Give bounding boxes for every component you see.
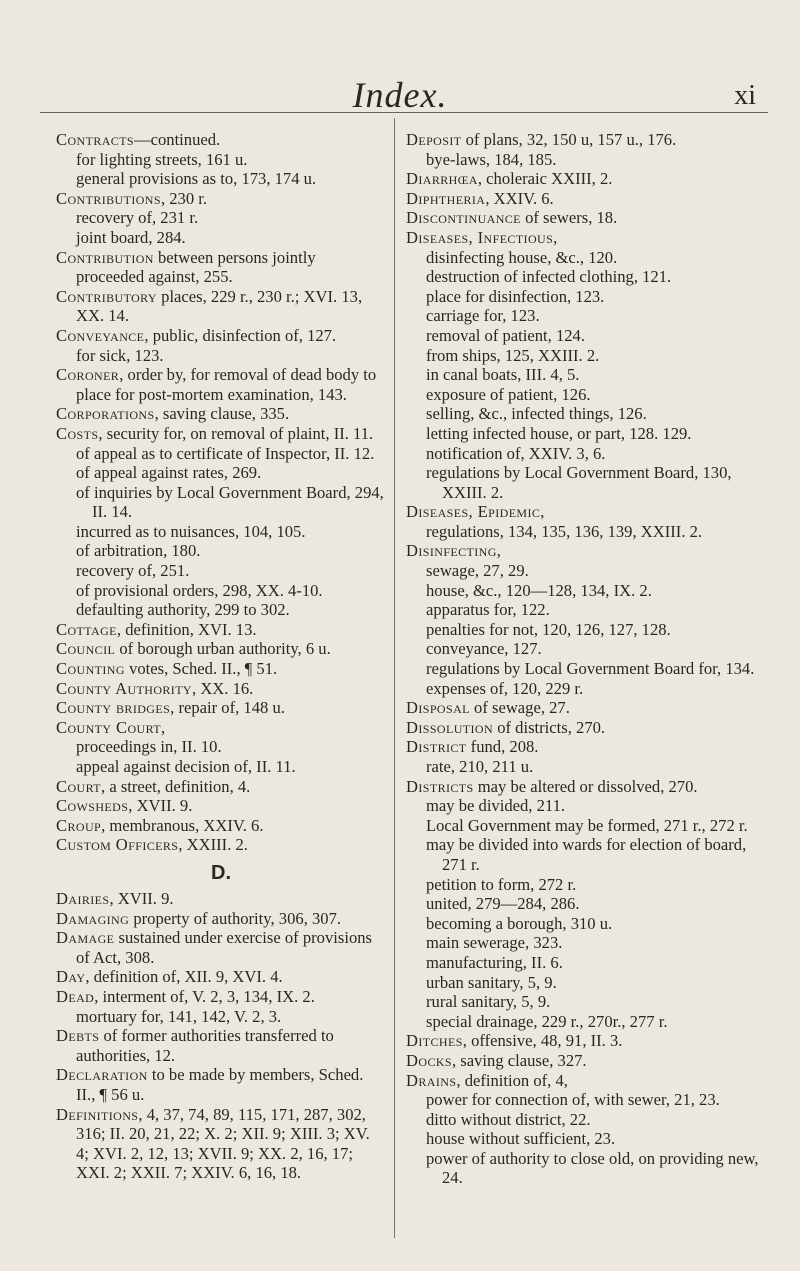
column-divider [394,118,395,1238]
index-subentry [406,659,771,679]
index-references: may be altered or dissolved, 270. [473,776,698,796]
index-heading-entry [56,365,386,404]
index-subentry [56,1007,386,1027]
index-heading-entry [56,130,386,150]
index-references: regulations, 134, 135, 136, 139, XXIII. 2. [426,521,703,541]
index-references: , 4, 37, 74, 89, 115, 171, 287, 302, 316; II. 20, 21, 22; X. 2; XII. 9; XIII. 3; XV. 4; XVI. 2, 12, 13; XVII. 9; XX. 2, 16, 17; XXI. 2; XXII. 7; XXIV. 6, 16, 18. [76,1104,370,1183]
index-term: Dairies [56,888,110,908]
index-subentry [56,737,386,757]
index-heading-entry [406,1031,771,1051]
index-subentry [406,346,771,366]
index-references: of arbitration, 180. [76,541,201,561]
index-references: from ships, 125, XXIII. 2. [426,345,600,365]
index-heading-entry [406,208,771,228]
index-references: , [496,541,501,561]
index-subentry [56,169,386,189]
index-term: Contributory [56,286,157,306]
index-term: County Authority [56,678,193,698]
index-references: rural sanitary, 5, 9. [426,992,551,1012]
index-term: Damaging [56,908,130,928]
index-references: defaulting authority, 299 to 302. [76,600,290,620]
index-subentry [406,1012,771,1032]
index-subentry [406,914,771,934]
index-subentry [406,267,771,287]
index-heading-entry [56,1026,386,1065]
index-term: Cottage [56,619,117,639]
index-references: , definition of, 4, [456,1070,568,1090]
index-references: of plans, 32, 150 u, 157 u., 176. [461,130,677,149]
index-term: Contributions [56,188,161,208]
index-references: , offensive, 48, 91, II. 3. [462,1031,623,1051]
index-references: of borough urban authority, 6 u. [115,639,331,659]
index-references: house, &c., 120—128, 134, IX. 2. [426,580,652,600]
index-heading-entry [56,620,386,640]
index-term: Damage [56,928,115,948]
index-subentry [406,757,771,777]
index-references: of sewers, 18. [520,208,618,228]
index-references: petition to form, 272 r. [426,874,577,894]
index-term: Debts [56,1026,100,1046]
index-heading-entry [56,835,386,855]
index-references: exposure of patient, 126. [426,384,591,404]
index-term: Districts [406,776,474,796]
index-references: house without sufficient, 23. [426,1129,616,1149]
index-term: Coroner [56,365,120,385]
index-heading-entry [56,987,386,1007]
index-references: bye-laws, 184, 185. [426,149,557,169]
index-term: Council [56,639,116,659]
index-references: for lighting streets, 161 u. [76,149,248,169]
index-subentry [56,541,386,561]
index-subentry [406,992,771,1012]
index-term: Definitions [56,1104,139,1124]
index-references: places, 229 r., 230 r.; XVI. 13, XX. 14. [76,286,363,326]
index-heading-entry [56,796,386,816]
index-subentry [406,1110,771,1130]
index-references: , [540,502,545,522]
index-references: , a street, definition, 4. [101,776,251,796]
index-term: Custom Officers [56,835,179,855]
index-references: of appeal as to certificate of Inspector, II. 12. [76,443,375,463]
index-subentry [406,561,771,581]
index-heading-entry [56,659,386,679]
index-term: Court [56,776,102,796]
index-references: manufacturing, II. 6. [426,952,563,972]
index-heading-entry [406,189,771,209]
index-subentry [406,835,771,874]
index-references: , XVII. 9. [128,796,193,816]
index-heading-entry [56,287,386,326]
index-heading-entry [56,679,386,699]
index-references: between persons jointly proceeded against, 255. [76,247,316,287]
index-subentry [56,208,386,228]
index-term: Croup [56,815,102,835]
index-term: Diseases, Infectious [406,227,554,247]
index-term: Diphtheria [406,188,486,208]
index-subentry [406,620,771,640]
index-heading-entry [56,1105,386,1183]
index-heading-entry [406,718,771,738]
index-subentry [56,483,386,522]
index-subentry [406,1129,771,1149]
index-references: , definition, XVI. 13. [116,619,257,639]
index-term: Disinfecting [406,541,497,561]
index-heading-entry [406,502,771,522]
index-references: , security for, on removal of plaint, II. 11. [98,423,374,443]
index-references: apparatus for, 122. [426,600,550,620]
index-subentry [406,287,771,307]
index-references: destruction of infected clothing, 121. [426,267,672,287]
section-letter: D. [211,861,231,884]
index-subentry [406,1090,771,1110]
index-subentry [406,600,771,620]
index-references: , XXIV. 6. [485,188,554,208]
index-subentry [406,444,771,464]
index-references: recovery of, 231 r. [76,208,199,228]
index-references: , saving clause, 327. [452,1050,587,1070]
index-subentry [406,326,771,346]
index-subentry [406,150,771,170]
index-subentry [406,248,771,268]
index-subentry [56,444,386,464]
index-references: carriage for, 123. [426,306,540,326]
index-heading-entry [56,404,386,424]
index-term: Ditches [406,1031,463,1051]
index-subentry [56,463,386,483]
index-subentry [406,973,771,993]
index-term: Day [56,967,86,987]
index-term: County bridges [56,698,171,718]
page-title: Index. [352,75,448,115]
index-term: Costs [56,423,99,443]
index-subentry [406,385,771,405]
index-references: proceedings in, II. 10. [76,737,222,757]
index-references: main sewerage, 323. [426,933,563,953]
index-subentry [56,757,386,777]
index-references: , [553,227,558,247]
index-references: letting infected house, or part, 128. 129. [426,423,692,443]
index-term: Contribution [56,247,154,267]
index-heading-entry [406,777,771,797]
index-references: —continued. [134,130,221,149]
index-heading-entry [56,248,386,287]
index-references: fund, 208. [466,737,539,757]
index-references: of former authorities transferred to authorities, 12. [76,1026,334,1065]
index-references: united, 279—284, 286. [426,894,580,914]
index-references: , interment of, V. 2, 3, 134, IX. 2. [94,986,315,1006]
index-subentry [56,150,386,170]
index-term: Drains [406,1070,457,1090]
index-term: Dead [56,986,95,1006]
index-heading-entry [56,1065,386,1104]
index-term: District [406,737,467,757]
index-references: special drainage, 229 r., 270r., 277 r. [426,1011,668,1031]
index-references: Local Government may be formed, 271 r., 272 r. [426,815,748,835]
index-references: , order by, for removal of dead body to place for post-mortem examination, 143. [76,365,377,404]
index-subentry [406,581,771,601]
index-subentry [406,953,771,973]
index-subentry [56,228,386,248]
index-references: urban sanitary, 5, 9. [426,972,557,992]
index-heading-entry [56,816,386,836]
index-term: County Court [56,717,162,737]
index-subentry [56,600,386,620]
index-references: of provisional orders, 298, XX. 4-10. [76,580,323,600]
index-references: , definition of, XII. 9, XVI. 4. [85,967,283,987]
index-subentry [56,522,386,542]
index-references: general provisions as to, 173, 174 u. [76,169,317,189]
index-term: Corporations [56,404,155,424]
index-references: recovery of, 251. [76,561,190,581]
index-references: may be divided into wards for election of board, 271 r. [426,835,747,874]
index-references: mortuary for, 141, 142, V. 2, 3. [76,1006,282,1026]
index-references: becoming a borough, 310 u. [426,913,613,933]
index-subentry [406,894,771,914]
index-term: Counting [56,659,125,679]
index-heading-entry [56,639,386,659]
index-references: , 230 r. [160,188,208,208]
index-subentry [406,463,771,502]
index-subentry [406,796,771,816]
index-references: notification of, XXIV. 3, 6. [426,443,606,463]
index-references: conveyance, 127. [426,639,542,659]
index-references: votes, Sched. II., ¶ 51. [124,659,278,679]
index-subentry [406,404,771,424]
index-heading-entry [406,130,771,150]
index-heading-entry [56,928,386,967]
index-subentry [406,424,771,444]
index-term: Conveyance [56,325,145,345]
index-heading-entry [406,737,771,757]
index-term: Declaration [56,1065,148,1085]
index-heading-entry [406,228,771,248]
index-references: , repair of, 148 u. [170,698,285,718]
index-references: penalties for not, 120, 126, 127, 128. [426,619,671,639]
index-references: property of authority, 306, 307. [129,908,342,928]
index-term: Deposit [406,130,462,149]
index-references: ditto without district, 22. [426,1109,591,1129]
index-references: regulations by Local Government Board, 130, XXIII. 2. [426,463,732,502]
index-term: Docks [406,1050,452,1070]
index-heading-entry [56,909,386,929]
index-subentry [406,816,771,836]
index-term: Diseases, Epidemic [406,502,541,522]
index-heading-entry [406,541,771,561]
index-references: , choleraic XXIII, 2. [477,169,613,189]
index-references: of inquiries by Local Government Board, 294, II. 14. [76,482,384,522]
index-subentry [406,933,771,953]
index-references: in canal boats, III. 4, 5. [426,365,580,385]
index-term: Cowsheds [56,796,129,816]
header-rule [40,112,768,113]
index-subentry [406,875,771,895]
index-references: disinfecting house, &c., 120. [426,247,618,267]
index-references: sewage, 27, 29. [426,561,529,581]
index-references: , membranous, XXIV. 6. [101,815,264,835]
index-subentry [56,346,386,366]
index-heading-entry [56,189,386,209]
index-references: power for connection of, with sewer, 21, 23. [426,1090,720,1110]
index-references: appeal against decision of, II. 11. [76,757,296,776]
index-references: regulations by Local Government Board for, 134. [426,659,755,679]
index-references: , XX. 16. [192,678,254,698]
index-term: Dissolution [406,717,494,737]
index-term: Disposal [406,698,470,718]
index-references: sustained under exercise of provisions of Act, 308. [76,928,372,967]
index-references: , public, disinfection of, 127. [144,325,337,345]
index-heading-entry [56,967,386,987]
index-subentry [406,365,771,385]
index-heading-entry [56,718,386,738]
index-heading-entry [406,169,771,189]
index-subentry [406,679,771,699]
index-subentry [56,581,386,601]
index-term: Discontinuance [406,208,521,228]
index-references: , saving clause, 335. [154,404,290,424]
index-heading-entry [56,424,386,444]
index-subentry [56,561,386,581]
index-references: selling, &c., infected things, 126. [426,404,647,424]
page-number: xi [734,80,756,111]
right-column [406,130,771,1188]
index-references: removal of patient, 124. [426,325,585,345]
index-term: Diarrhœa [406,169,478,189]
index-references: to be made by members, Sched. II., ¶ 56 u. [76,1065,364,1104]
index-subentry [406,1149,771,1188]
index-subentry [406,306,771,326]
index-references: for sick, 123. [76,345,164,365]
index-term: Contracts [56,130,135,149]
index-references: , XXIII. 2. [178,835,248,855]
index-heading-entry [406,1071,771,1091]
index-references: of sewage, 27. [469,698,570,718]
index-subentry [406,639,771,659]
index-references: may be divided, 211. [426,796,566,816]
index-heading-entry [56,698,386,718]
index-references: of appeal against rates, 269. [76,463,262,483]
index-references: place for disinfection, 123. [426,286,605,306]
index-references: expenses of, 120, 229 r. [426,678,584,698]
index-heading-entry [56,889,386,909]
index-references: rate, 210, 211 u. [426,757,534,776]
index-references: power of authority to close old, on providing new, 24. [426,1148,759,1188]
left-column [56,130,386,1183]
index-heading-entry [56,326,386,346]
index-references: incurred as to nuisances, 104, 105. [76,521,306,541]
index-heading-entry [406,1051,771,1071]
index-references: of districts, 270. [493,717,606,737]
index-heading-entry [406,698,771,718]
index-references: , XVII. 9. [109,888,174,908]
index-references: joint board, 284. [76,227,186,247]
index-references: , [161,717,166,737]
index-heading-entry [56,777,386,797]
index-subentry [406,522,771,542]
